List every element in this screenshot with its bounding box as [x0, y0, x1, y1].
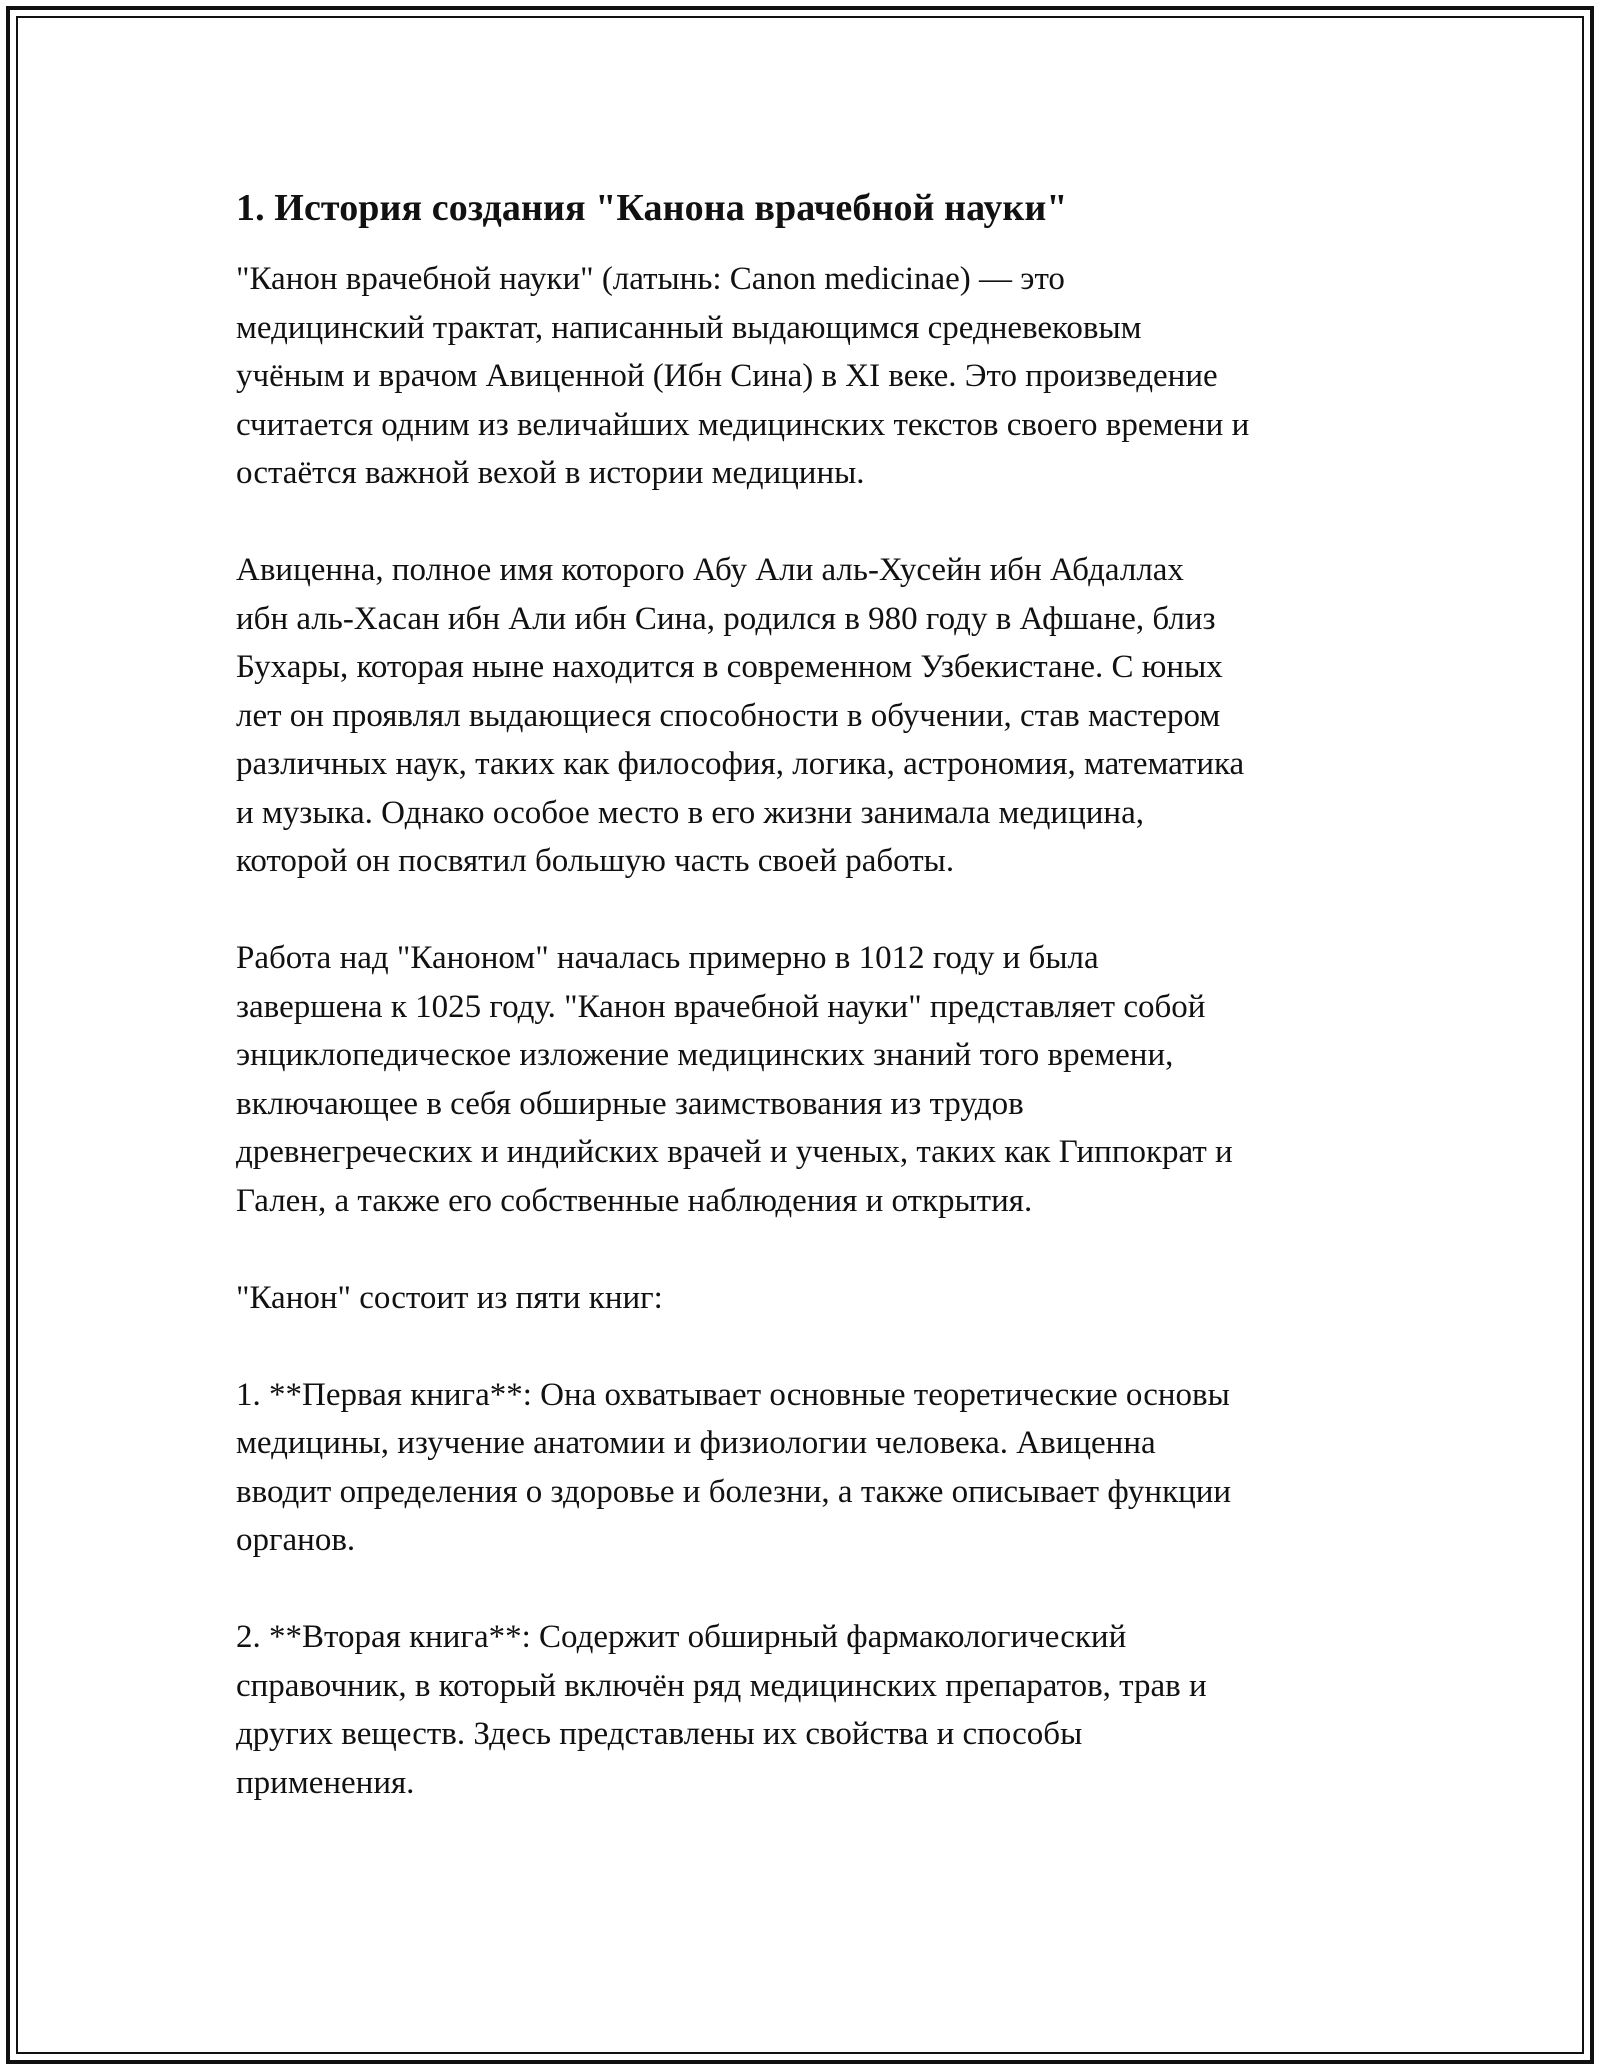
document-body	[236, 184, 1386, 1856]
paragraph-book-one: 1. **Первая книга**: Она охватывает основные теоретические основы медицины, изучение анатомии и физиологии человека. Авиценна вводит определения о здоровье и болезни, а также описывает функции органов.	[236, 1376, 1232, 1559]
section-heading: 1. История создания "Канона врачебной науки"	[236, 187, 1068, 229]
paragraph-canon-creation: Работа над "Каноном" началась примерно в 1012 году и была завершена к 1025 году. "Канон врачебной науки" представляет собой энциклопедическое изложение медицинских знаний того времени, включающее в себя обширные заимствования из трудов древнегреческих и индийских врачей и ученых, таких как Гиппократ и Гален, а также его собственные наблюдения и открытия.	[236, 940, 1233, 1219]
paragraph-intro: "Канон врачебной науки" (латынь: Canon medicinae) — это медицинский трактат, написанный выдающимся средневековым учёным и врачом Авиценной (Ибн Сина) в XI веке. Это произведение считается одним из величайших медицинских текстов своего времени и остаётся важной вехой в истории медицины.	[236, 261, 1250, 492]
paragraph-books-intro: "Канон" состоит из пяти книг:	[236, 1279, 663, 1316]
paragraph-avicenna-biography: Авиценна, полное имя которого Абу Али аль-Хусейн ибн Абдаллах ибн аль-Хасан ибн Али ибн Сина, родился в 980 году в Афшане, близ Бухары, которая ныне находится в современном Узбекистане. С юных лет он проявлял выдающиеся способности в обучении, став мастером различных наук, таких как философия, логика, астрономия, математика и музыка. Однако особое место в его жизни занимала медицина, которой он посвятил большую часть своей работы.	[236, 552, 1245, 880]
paragraph-book-two: 2. **Вторая книга**: Содержит обширный фармакологический справочник, в который включён ряд медицинских препаратов, трав и других веществ. Здесь представлены их свойства и способы применения.	[236, 1619, 1207, 1801]
